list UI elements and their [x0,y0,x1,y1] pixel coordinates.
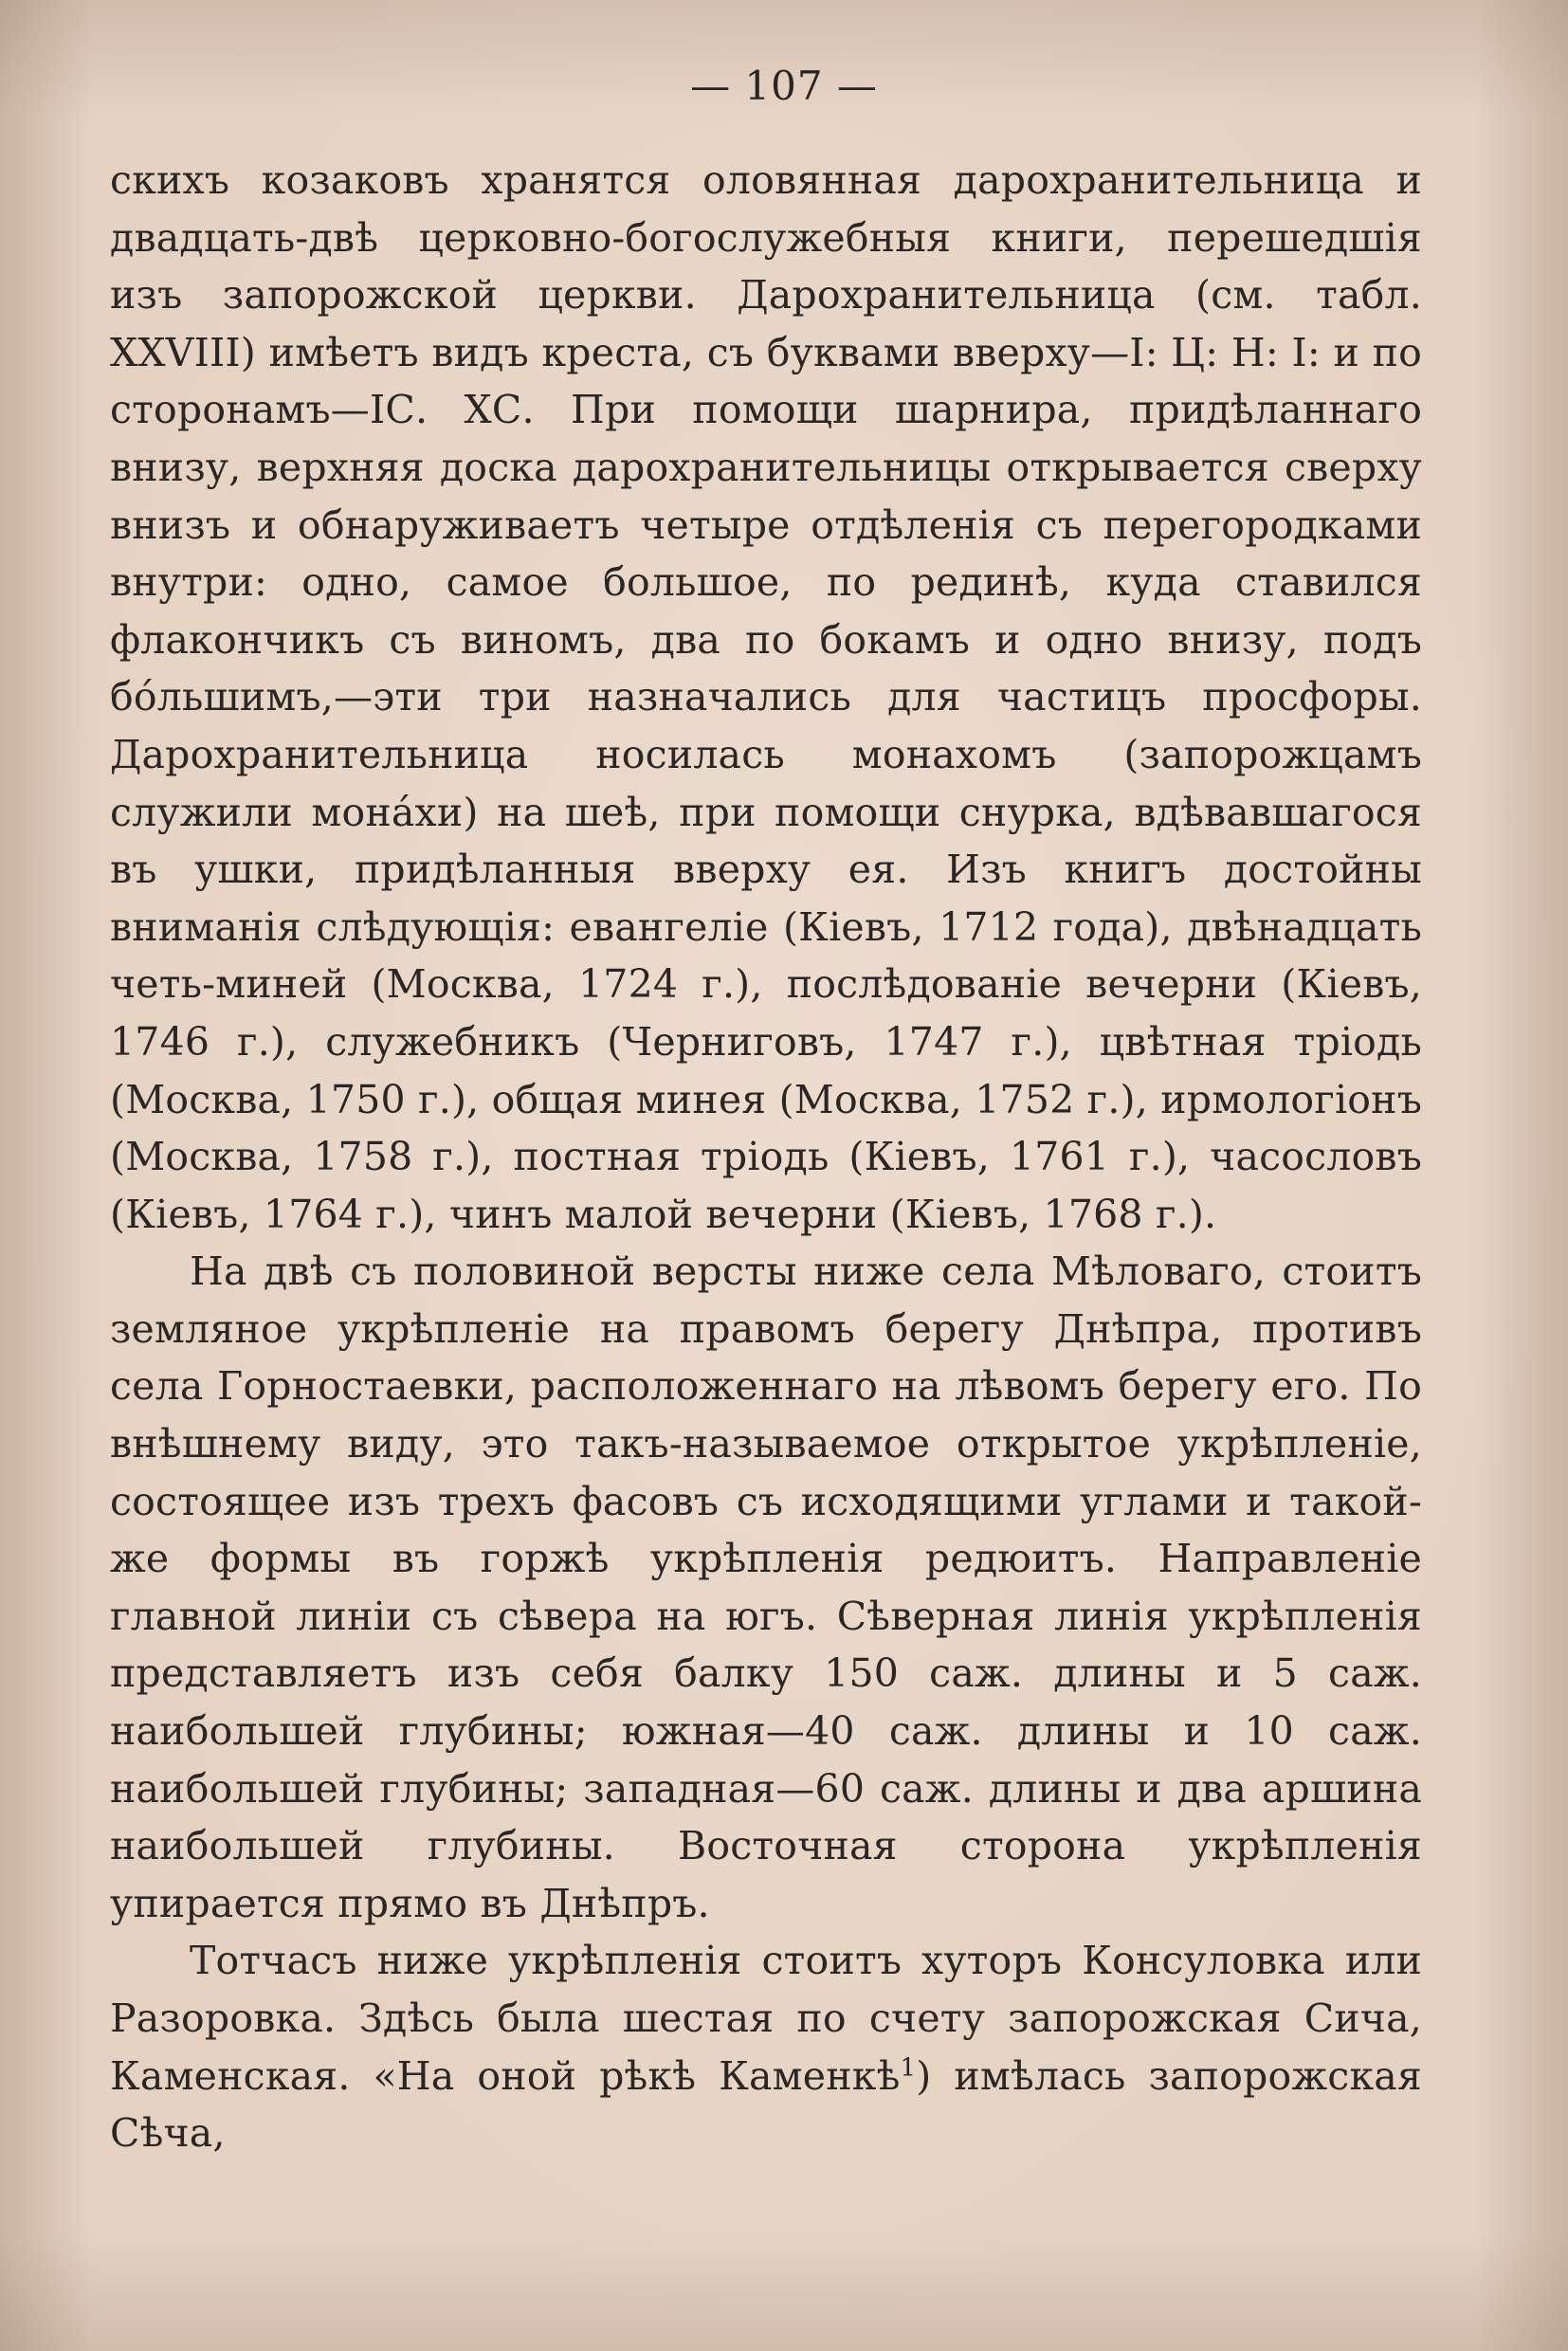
page-number: — 107 — [690,63,878,109]
paragraph-kamenskaya-sich [110,1932,1422,2161]
paragraph-text: Тотчасъ ниже укрѣпленія стоитъ хуторъ Консуловка или Разоровка. Здѣсь была шестая по счету запорожская Сича, Каменская. «На оной рѣкѣ Каменкѣ [110,1938,1422,2099]
footnote-marker: 1 [900,2052,917,2082]
paragraph-text-tail: ) имѣлась запорожская Сѣча, [110,2052,1423,2157]
paragraph-church-items: скихъ козаковъ хранятся оловянная дарохранительница и двадцать-двѣ церковно-богослужебныя книги, перешедшія изъ запорожской церкви. Дарохранительница (см. табл. XXVIII) имѣетъ видъ креста, съ буквами вверху—І: Ц: Н: І: и по сторонамъ—ІС. ХС. При помощи шарнира, придѣланнаго внизу, верхняя доска дарохранительницы открывается сверху внизъ и обнаруживаетъ четыре отдѣленія съ перегородками внутри: одно, самое большое, по рединѣ, куда ставился флакончикъ съ виномъ, два по бокамъ и одно внизу, подъ бóльшимъ,—эти три назначались для частицъ просфоры. Дарохранительница носилась монахомъ (запорожцамъ служили монáхи) на шеѣ, при помощи снурка, вдѣвавшагося въ ушки, придѣланныя вверху ея. Изъ книгъ достойны вниманія слѣдующія: евангеліе (Кіевъ, 1712 года), двѣнадцать четь-миней (Москва, 1724 г.), послѣдованіе вечерни (Кіевъ, 1746 г.), служебникъ (Черниговъ, 1747 г.), цвѣтная тріодь (Москва, 1750 г.), общая минея (Москва, 1752 г.), ирмологіонъ (Москва, 1758 г.), постная тріодь (Кіевъ, 1761 г.), часословъ (Кіевъ, 1764 г.), чинъ малой вечерни (Кіевъ, 1768 г.). [110,157,1422,1237]
paragraph-earthwork-fortification: На двѣ съ половиной версты ниже села Мѣловаго, стоитъ земляное укрѣпленіе на правомъ берегу Днѣпра, противъ села Горностаевки, расположеннаго на лѣвомъ берегу его. По внѣшнему виду, это такъ-называемое открытое укрѣпленіе, состоящее изъ трехъ фасовъ съ исходящими углами и такой-же формы въ горжѣ укрѣпленія редюитъ. Направленіе главной линіи съ сѣвера на югъ. Сѣверная линія укрѣпленія представляетъ изъ себя балку 150 саж. длины и 5 саж. наибольшей глубины; южная—40 саж. длины и 10 саж. наибольшей глубины; западная—60 саж. длины и два аршина наибольшей глубины. Восточная сторона укрѣпленія упирается прямо въ Днѣпръ. [110,1248,1422,1926]
text-body [110,152,1422,2162]
